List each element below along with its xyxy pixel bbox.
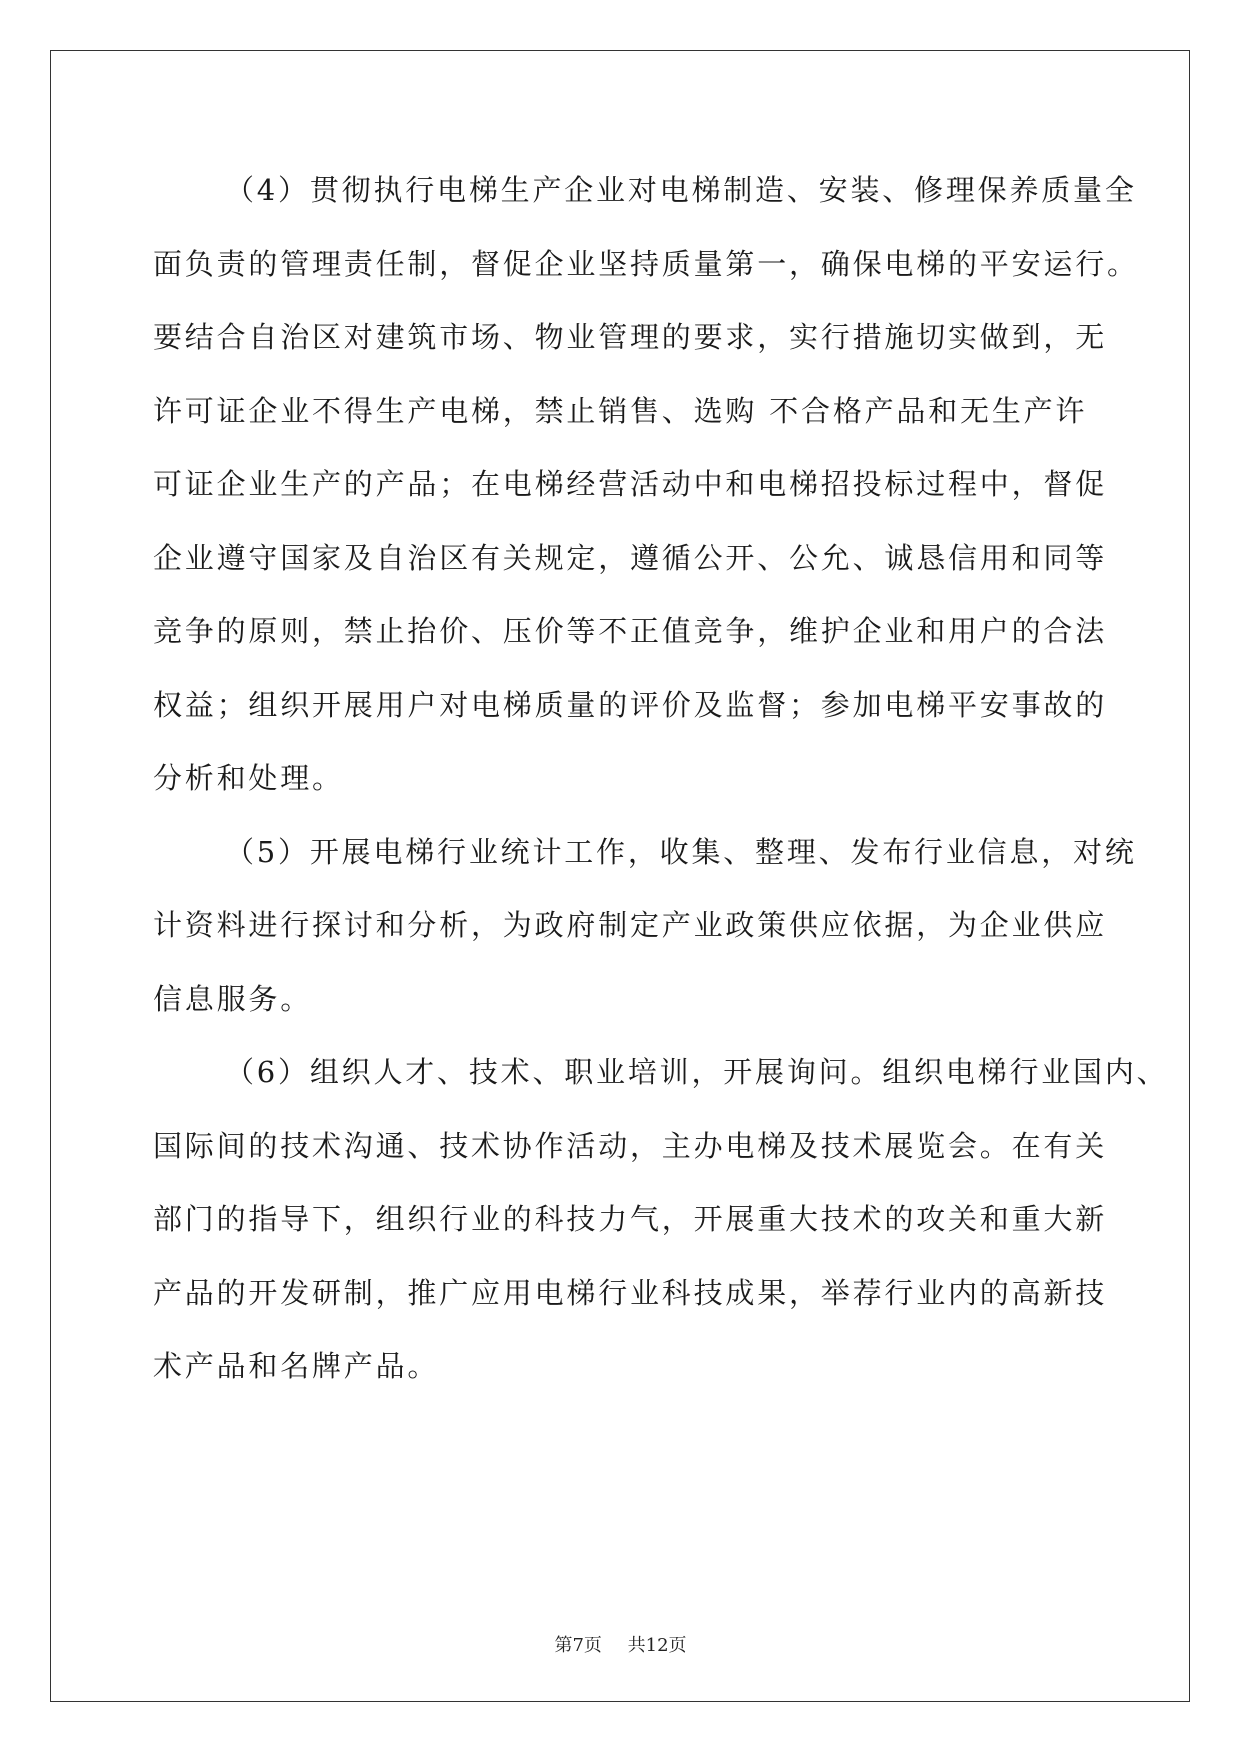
paragraph-4-line: 要结合自治区对建筑市场、物业管理的要求，实行措施切实做到，无 xyxy=(153,320,1108,354)
paragraph-4-line: 竞争的原则，禁止抬价、压价等不正值竞争，维护企业和用户的合法 xyxy=(153,614,1108,648)
paragraph-4-line: 企业遵守国家及自治区有关规定，遵循公开、公允、诚恳信用和同等 xyxy=(153,540,1108,575)
paragraph-4-line: 分析和处理。 xyxy=(153,761,344,795)
paragraph-5-line: 计资料进行探讨和分析，为政府制定产业政策供应依据，为企业供应 xyxy=(153,908,1108,942)
paragraph-6-line: 术产品和名牌产品。 xyxy=(153,1349,440,1383)
page-footer xyxy=(0,1634,1241,1658)
paragraph-6-line: 部门的指导下，组织行业的科技力气，开展重大技术的攻关和重大新 xyxy=(153,1202,1108,1236)
document-body xyxy=(153,162,1169,1412)
paragraph-4-line: 许可证企业不得生产电梯，禁止销售、选购 不合格产品和无生产许 xyxy=(153,393,1088,428)
paragraph-6-line: （6）组织人才、技术、职业培训，开展询问。组织电梯行业国内、 xyxy=(225,1055,1169,1089)
paragraph-4-line: 权益；组织开展用户对电梯质量的评价及监督；参加电梯平安事故的 xyxy=(153,687,1108,722)
total-page-count: 共12页 xyxy=(627,1635,687,1656)
paragraph-4-line: （4）贯彻执行电梯生产企业对电梯制造、安装、修理保养质量全 xyxy=(225,173,1137,207)
paragraph-4-line: 面负责的管理责任制，督促企业坚持质量第一，确保电梯的平安运行。 xyxy=(153,246,1139,281)
paragraph-5-line: （5）开展电梯行业统计工作，收集、整理、发布行业信息，对统 xyxy=(225,834,1137,869)
current-page-number: 第7页 xyxy=(554,1635,602,1656)
paragraph-4-line: 可证企业生产的产品；在电梯经营活动中和电梯招投标过程中，督促 xyxy=(153,467,1108,501)
paragraph-6-line: 产品的开发研制，推广应用电梯行业科技成果，举荐行业内的高新技 xyxy=(153,1275,1108,1310)
paragraph-6-line: 国际间的技术沟通、技术协作活动，主办电梯及技术展览会。在有关 xyxy=(153,1128,1108,1163)
paragraph-5-line: 信息服务。 xyxy=(153,981,313,1016)
